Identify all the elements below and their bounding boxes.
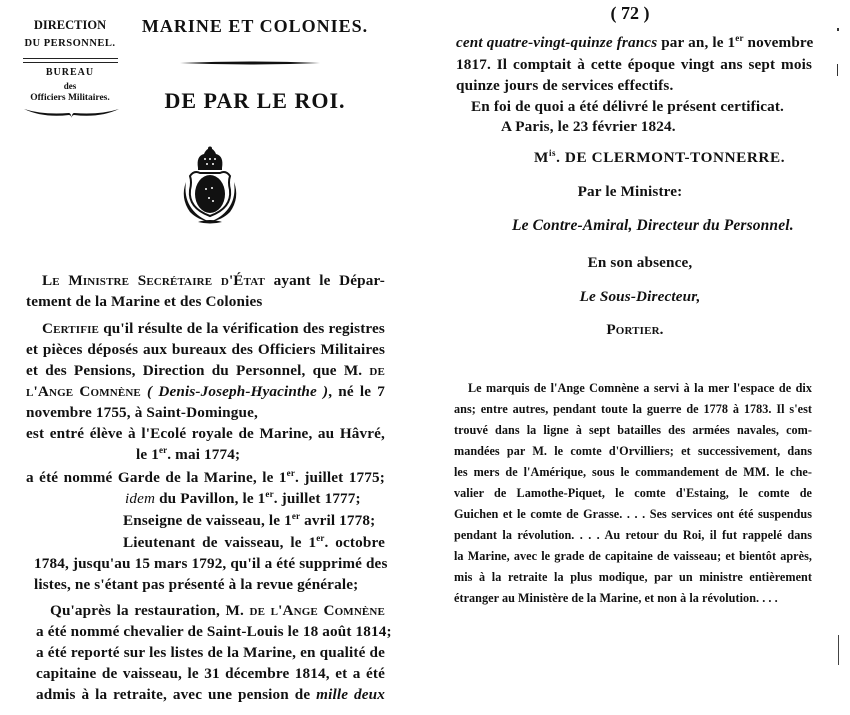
body-text: ayant le Dépar- <box>265 272 385 289</box>
person-name: l'Ange Comnène <box>26 383 141 400</box>
superscript: is <box>548 147 557 158</box>
footnote-text: Le marquis de l'Ange Comnène a servi à la mer l'espace de dix <box>468 381 812 395</box>
superscript: er <box>735 32 744 43</box>
footnote-text: pendant la révolution. . . . Au retour du Roi, il fut rappelé dans <box>454 528 812 542</box>
body-line <box>34 554 388 574</box>
royal-crest-icon <box>178 146 242 226</box>
body-line <box>42 319 385 339</box>
scan-mark <box>838 635 839 665</box>
footnote-line <box>454 504 812 525</box>
footnote-text: trouvé dans la ligne à sept batailles des armées navales, com- <box>454 423 812 437</box>
footnote-text: ans; entre autres, pendant toute la guerre de 1778 à 1783. Il s'est <box>454 402 812 416</box>
body-line <box>36 622 392 642</box>
body-line: listes, ne s'étant pas présenté à la revue générale; <box>34 576 359 593</box>
body-line <box>26 468 385 488</box>
certifie-word: Certifie <box>42 320 100 337</box>
body-line <box>26 382 385 402</box>
footnote-line <box>454 399 812 420</box>
body-text: par an, le 1 <box>657 34 736 51</box>
body-text: admis à la retraite, avec une pension de <box>36 686 317 703</box>
body-text: Enseigne de vaisseau, le 1 <box>123 512 292 529</box>
superscript: er <box>286 467 295 478</box>
body-text: a été nommé chevalier de Saint-Louis le 18 août 1814; <box>36 623 392 640</box>
body-text: capitaine de vaisseau, le 31 décembre 1814, et a été <box>36 665 385 682</box>
scan-mark <box>837 64 838 76</box>
body-line <box>26 424 385 444</box>
superscript: er <box>158 444 168 455</box>
body-line <box>136 445 240 465</box>
body-line: novembre 1755, à Saint-Domingue, <box>26 404 258 421</box>
body-text: a été reporté sur les listes de la Marine, en qualité de <box>36 644 385 661</box>
body-line <box>36 664 385 684</box>
superscript: er <box>265 488 274 499</box>
body-text: Lieutenant de vaisseau, le 1 <box>123 534 317 551</box>
body-text: et des Pensions, Direction du Personnel, que M. <box>26 362 370 379</box>
signatory-portier: Portier. <box>606 321 664 338</box>
body-text: du Pavillon, le 1 <box>155 490 266 507</box>
right-page <box>420 0 850 715</box>
body-text: le 1 <box>136 446 159 463</box>
body-line <box>42 271 385 291</box>
body-line <box>50 601 385 621</box>
body-line <box>125 489 361 509</box>
person-name: de l'Ange Comnène <box>249 602 385 619</box>
footnote-text: Guichen et le comte de Grasse. . . . Ses services ont été suspendus <box>454 507 812 521</box>
body-text: . octobre <box>324 534 385 551</box>
body-line: tement de la Marine et des Colonies <box>26 293 263 310</box>
header-bureau: BUREAU <box>45 67 95 78</box>
footnote-line <box>454 546 812 567</box>
header-direction: DIRECTION <box>33 18 107 32</box>
footnote-line <box>468 378 812 399</box>
signatory-minister <box>534 148 785 168</box>
scan-mark <box>837 28 839 31</box>
footnote-line: étranger au Ministère de la Marine, et non à la révolution. . . . <box>454 591 778 605</box>
body-text: 1817. Il comptait à cette époque vingt ans sept mois <box>456 56 812 73</box>
superscript: er <box>291 510 301 521</box>
footnote-text: mandées par M. le comte d'Orvilliers; et successivement, dans <box>454 444 812 458</box>
body-text: avril 1778; <box>300 512 376 529</box>
body-line: quinze jours de services effectifs. <box>456 77 674 94</box>
date-place: A Paris, le 23 février 1824. <box>501 118 676 135</box>
pension-amount: mille deux <box>316 686 386 703</box>
brace-ornament <box>23 107 120 119</box>
person-given-names: ( Denis-Joseph-Hyacinthe ) <box>140 383 329 400</box>
body-text: 1784, jusqu'au 15 mars 1792, qu'il a été supprimé des <box>34 555 388 572</box>
header-rule <box>23 58 118 63</box>
signatory-absence: En son absence, <box>587 254 693 271</box>
body-text: novembre <box>743 34 814 51</box>
footnote-line <box>454 462 812 483</box>
body-text: est entré élève à l'Ecolé royale de Marine, au Hâvré, <box>26 425 385 442</box>
body-text: . DE CLERMONT-TONNERRE. <box>556 149 786 166</box>
footnote-line <box>454 420 812 441</box>
body-text: qu'il résulte de la vérification des registres <box>99 320 385 337</box>
body-line: En foi de quoi a été délivré le présent certificat. <box>471 98 785 115</box>
footnote-line <box>454 483 812 504</box>
superscript: er <box>316 532 325 543</box>
body-text: et pièces déposés aux bureaux des Officiers Militaires <box>26 341 385 358</box>
document-subtitle: DE PAR LE ROI. <box>164 88 346 113</box>
body-line <box>36 643 385 663</box>
footnote-line <box>454 525 812 546</box>
body-text: M <box>534 149 549 166</box>
body-line <box>456 33 812 53</box>
body-text: Qu'après la restauration, M. <box>50 602 250 619</box>
footnote-line <box>454 567 812 588</box>
footnote-text: les mers de l'Amérique, sous le commandement de MM. le che- <box>454 465 812 479</box>
body-line <box>456 55 812 75</box>
document-title: MARINE ET COLONIES. <box>141 16 369 36</box>
footnote-line <box>454 441 812 462</box>
left-page <box>0 0 420 715</box>
body-line <box>26 361 385 381</box>
footnote-text: mis à la retraite la plus modique, par un ministre entièrement <box>454 570 812 584</box>
minister-title: Le Ministre Secrétaire d'État <box>42 272 266 289</box>
title-rule-ornament <box>180 60 320 66</box>
body-line <box>123 533 385 553</box>
body-text: . juillet 1777; <box>273 490 361 507</box>
footnote-text: la Marine, avec le grade de capitaine de vaisseau; et bientôt après, <box>454 549 812 563</box>
body-line <box>26 340 385 360</box>
pension-amount: cent quatre-vingt-quinze francs <box>456 34 658 51</box>
body-line <box>123 511 375 531</box>
body-text: a été nommé Garde de la Marine, le 1 <box>26 469 287 486</box>
body-line <box>36 685 385 705</box>
header-personnel: DU PERSONNEL. <box>24 38 116 49</box>
header-officiers: Officiers Militaires. <box>30 93 110 103</box>
body-text: , né le 7 <box>328 383 386 400</box>
body-text: . juillet 1775; <box>294 469 385 486</box>
idem-word: idem <box>125 490 156 507</box>
signatory-par-le-ministre: Par le Ministre: <box>577 183 683 200</box>
signatory-sous-directeur: Le Sous-Directeur, <box>579 288 701 305</box>
header-des: des <box>63 81 77 91</box>
body-text: de <box>369 362 385 379</box>
body-text: . mai 1774; <box>167 446 241 463</box>
footnote-text: valier de Lamothe-Piquet, le comte d'Estaing, le comte de <box>454 486 812 500</box>
signatory-contre-amiral: Le Contre-Amiral, Directeur du Personnel. <box>512 217 794 234</box>
page-number: ( 72 ) <box>610 3 650 23</box>
